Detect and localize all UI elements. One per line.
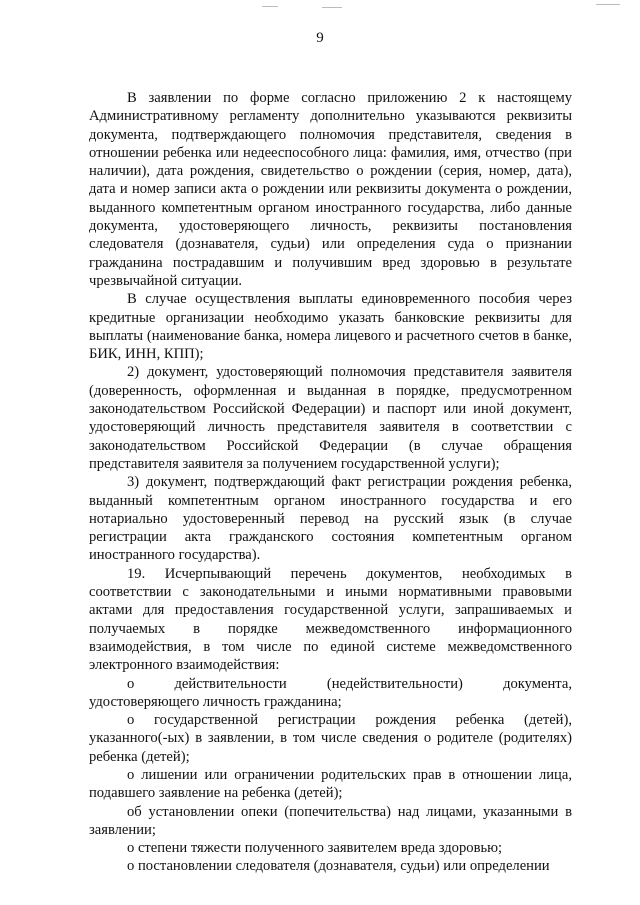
scan-artifact [262,6,278,7]
list-item-2: 2) документ, удостоверяющий полномочия представителя заявителя (доверенность, оформленная и выданная в порядке, предусмотренном законодательством Российской Федерации) и паспорт или иной документ, удостоверяющий личность представителя заявителя в соответствии с законодательством Российской Федерации (в случае обращения представителя заявителя за получением государственной услуги); [89,364,572,472]
bullet-birth-registration: о государственной регистрации рождения ребенка (детей), указанного(-ых) в заявлении, в том числе сведения о родителе (родителях) ребенка (детей); [89,712,572,765]
para-bank-details: В случае осуществления выплаты единовременного пособия через кредитные организации необходимо указать банковские реквизиты для выплаты (наименование банка, номера лицевого и расчетного счетов в банке, БИК, ИНН, КПП); [89,291,572,363]
bullet-health-harm: о степени тяжести полученного заявителем вреда здоровью; [127,840,503,857]
document-body [89,89,572,876]
para-representative-details: В заявлении по форме согласно приложению 2 к настоящему Административному регламенту дополнительно указываются реквизиты документа, подтверждающего полномочия представителя, сведения в отношении ребенка или недееспособного лица: фамилия, имя, отчество (при наличии), дата рождения, свидетельство о рождении (серия, номер, дата), дата и номер записи акта о рождении или реквизиты документа о рождении, выданного компетентным органом иностранного государства, либо данные документа, удостоверяющего личность, реквизиты постановления следователя (дознавателя, судьи) или определения суда о признании гражданина пострадавшим и получившим вред здоровью в результате чрезвычайной ситуации. [89,90,572,289]
bullet-identity-document: о действительности (недействительности) документа, удостоверяющего личность гражданина; [89,675,572,710]
bullet-parental-rights: о лишении или ограничении родительских прав в отношении лица, подавшего заявление на ребенка (детей); [89,766,572,802]
scan-artifact [322,7,342,8]
list-item-19: 19. Исчерпывающий перечень документов, необходимых в соответствии с законодательными и иными нормативными правовыми актами для предоставления государственной услуги, запрашиваемых и получаемых в порядке межведомственного информационного взаимодействия, в том числе по единой системе межведомственного электронного взаимодействия: [89,565,572,674]
bullet-investigator-decision: о постановлении следователя (дознавателя, судьи) или определении [127,858,550,875]
page-number: 9 [316,30,324,46]
bullet-guardianship: об установлении опеки (попечительства) над лицами, указанными в заявлении; [89,803,572,838]
list-item-3: 3) документ, подтверждающий факт регистрации рождения ребенка, выданный компетентным органом иностранного государства и его нотариально удостоверенный перевод на русский язык (в случае регистрации акта гражданского состояния компетентным органом иностранного государства). [89,474,572,564]
scan-artifact [596,4,620,5]
